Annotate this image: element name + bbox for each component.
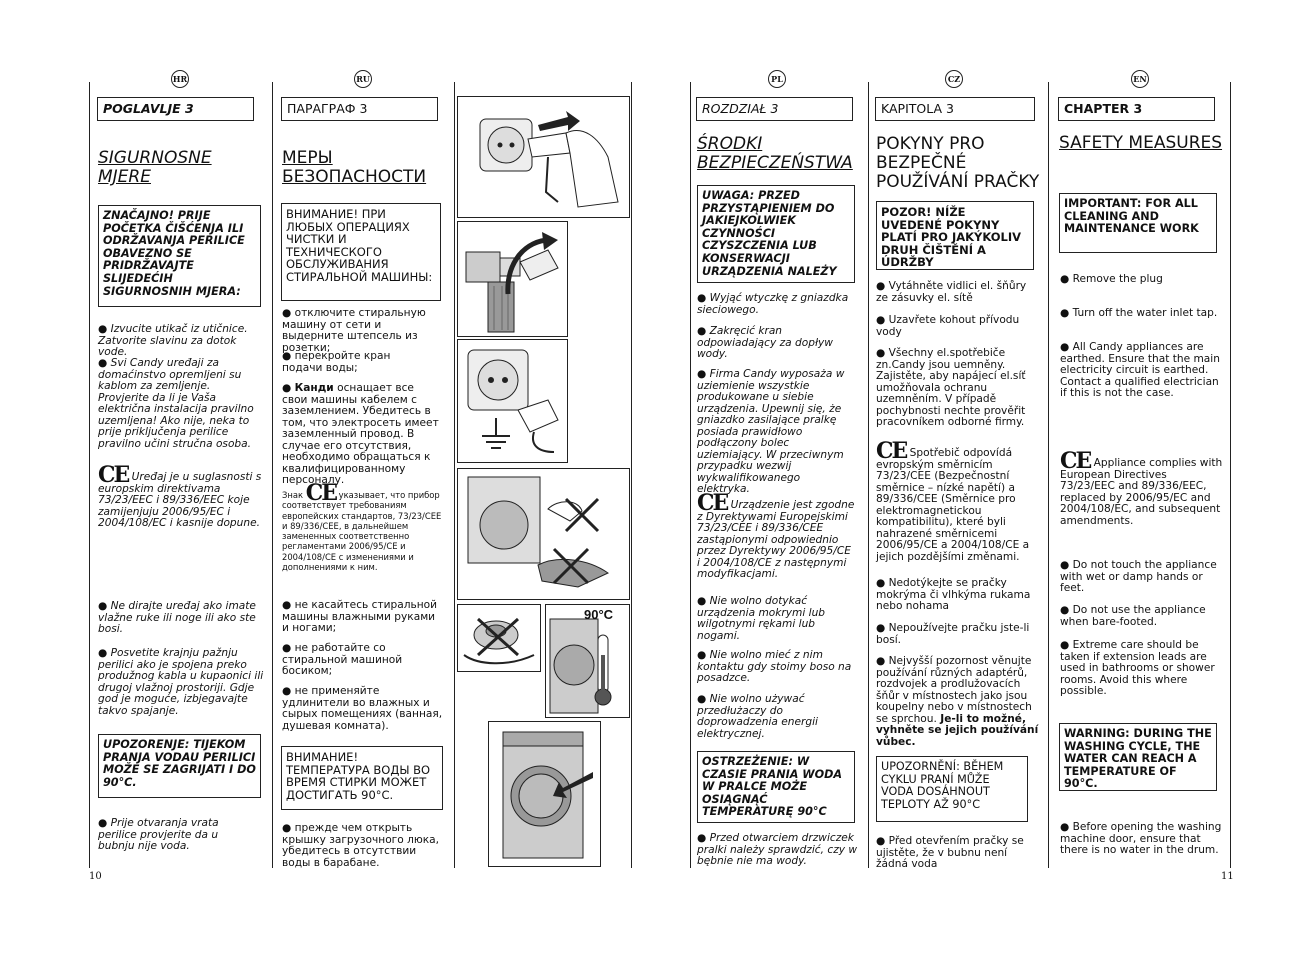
section-title-cz: POKYNY PRO BEZPEČNÉ POUŽÍVÁNÍ PRAČKY <box>876 134 1040 192</box>
ce-paragraph-ru: Знак CE указывает, что прибор соответствует требованиям европейских стандартов, 73/23/CEE и 89/336/CEE, в дальнейшем замененных соответственно регламентами 2006/95/CE и 2004/108/CE с изменениями и дополнениями к ним. <box>282 480 442 573</box>
bullet-hr-1: ● Izvucite utikač iz utičnice. Zatvorite slavinu za dotok vode. <box>98 323 248 358</box>
bullet-ru-2: ● перекройте кран подачи воды; <box>282 350 391 374</box>
chapter-heading-en: CHAPTER 3 <box>1058 97 1215 121</box>
ce-mark-icon: CE <box>1060 448 1091 474</box>
ce-paragraph-pl: CE Urządzenie jest zgodne z Dyrektywami Europejskimi 73/23/CEE i 89/336/CEE zastąpionymi odpowiednio przez Dyrektywy 2006/95/CE i 2004/108/CE z następnymi modyfikacjami. <box>697 490 855 580</box>
chapter-heading-pl: ROZDZIAŁ 3 <box>696 97 853 121</box>
language-badge-pl: PL <box>768 70 786 88</box>
ce-mark-icon: CE <box>98 462 129 488</box>
section-title-en: SAFETY MEASURES <box>1059 133 1223 153</box>
bullet-en-3: ● All Candy appliances are earthed. Ensure that the main electricity circuit is earthed. Contact a qualified electrician if this is not the case. <box>1060 341 1220 399</box>
language-badge-cz: CZ <box>945 70 963 88</box>
bullet-ru-3: ● Канди оснащает все свои машины кабелем с заземлением. Убедитесь в том, что электросеть имеет заземленный провод. В случае его отсутствия, необходимо обращаться к квалифицированному персоналу. <box>282 382 439 486</box>
wet-hands-feet-illustration <box>457 468 630 600</box>
column-divider <box>1048 82 1049 868</box>
column-divider <box>690 82 691 868</box>
hot-water-illustration <box>545 604 630 718</box>
bullet-pl-1: ● Wyjąć wtyczkę z gniazdka sieciowego. <box>697 292 849 316</box>
page-number-left: 10 <box>89 871 102 882</box>
bullet-ru-1: ● отключите стиральную машину от сети и выдерните штепсель из розетки; <box>282 307 426 354</box>
chapter-heading-ru: ПАРАГРАФ 3 <box>281 97 438 121</box>
chapter-heading-cz: KAPITOLA 3 <box>875 97 1035 121</box>
bullet-en-8: ● Before opening the washing machine door, ensure that there is no water in the drum. <box>1060 821 1222 856</box>
extension-lead-illustration <box>457 604 541 672</box>
bullet-pl-3: ● Firma Candy wyposaża w uziemienie wszystkie produkowane u siebie urządzenia. Upewnij się, że gniazdko zasilające pralkę posiada prawidłowo podłączony bolec uziemiający. W przeciwnym przypadku wezwij wykwalifikowanego elektryka. <box>697 368 845 495</box>
bullet-cz-2: ● Uzavřete kohout přívodu vody <box>876 314 1020 338</box>
bullet-cz-1: ● Vytáhněte vidlici el. šňůry ze zásuvky el. sítě <box>876 280 1027 304</box>
section-title-ru: МЕРЫ БЕЗОПАСНОСТИ <box>282 148 427 187</box>
bullet-ru-6: ● не применяйте удлинители во влажных и сырых помещениях (ванная, душевая комната). <box>282 685 443 732</box>
bullet-ru-4: ● не касайтесь стиральной машины влажными руками и ногами; <box>282 599 438 634</box>
bullet-cz-6: ● Nepoužívejte pračku jste-li bosí. <box>876 622 1030 646</box>
bullet-hr-6: ● Prije otvaranja vrata perilice provjerite da u bubnju nije voda. <box>98 817 219 852</box>
page-number-right: 11 <box>1221 871 1234 882</box>
bullet-ru-5: ● не работайте со стиральной машиной босиком; <box>282 642 403 677</box>
bullet-hr-4: ● Ne dirajte uređaj ako imate vlažne ruke ili noge ili ako ste bosi. <box>98 600 256 635</box>
earthed-socket-illustration <box>457 339 568 463</box>
bullet-en-5: ● Do not touch the appliance with wet or damp hands or feet. <box>1060 559 1217 594</box>
column-divider <box>454 82 455 868</box>
bullet-ru-7: ● прежде чем открыть крышку загрузочного люка, убедитесь в отсутствии воды в барабане. <box>282 822 440 869</box>
bullet-hr-5: ● Posvetite krajnju pažnju perilici ako je spojena preko produžnog kabla u kupaonici ili drugoj vlažnoj prostoriji. Gdje god je moguće, izbjegavajte takvo spajanje. <box>98 647 264 717</box>
bullet-pl-7: ● Nie wolno używać przedłużaczy do doprowadzenia energii elektrycznej. <box>697 693 818 740</box>
warning-box-en-2: WARNING: DURING THE WASHING CYCLE, THE WATER CAN REACH A TEMPERATURE OF 90°C. <box>1059 723 1217 791</box>
column-divider <box>631 82 632 868</box>
bullet-cz-5: ● Nedotýkejte se pračky mokrýma či vlhkýma rukama nebo nohama <box>876 577 1031 612</box>
ce-paragraph-cz: CE Spotřebič odpovídá evropským směrnicím 73/23/CEE (Bezpečnostní směrnice – nízké napětí) a 89/336/CEE (Směrnice pro elektromagnetickou kompatibilitu), které byli nahrazené směrnicemi 2006/95/CE a 2004/108/CE a jejich pozdějšími změnami. <box>876 438 1030 563</box>
warning-box-hr-2: UPOZORENJE: TIJEKOM PRANJA VODAU PERILICI MOŽE SE ZAGRIJATI I DO 90°C. <box>98 734 261 798</box>
bullet-en-2: ● Turn off the water inlet tap. <box>1060 307 1218 319</box>
door-check-illustration <box>488 721 601 867</box>
bullet-pl-2: ● Zakręcić kran odpowiadający za dopływ wody. <box>697 325 833 360</box>
tap-illustration <box>457 221 568 337</box>
bullet-pl-6: ● Nie wolno mieć z nim kontaktu gdy stoimy boso na posadzce. <box>697 649 852 684</box>
warning-box-pl-2: OSTRZEŻENIE: W CZASIE PRANIA WODA W PRALCE MOŻE OSIĄGNĄĆ TEMPERATURĘ 90°C <box>697 751 855 823</box>
bullet-cz-3: ● Všechny el.spotřebiče zn.Candy jsou uemněny. Zajistěte, aby napájecí el.síť umožňovala ochranu uzemněním. V případě pochybnosti nechte prověřit pracovníkem odborné firmy. <box>876 347 1026 428</box>
warning-box-ru-2: ВНИМАНИЕ! ТЕМПЕРАТУРА ВОДЫ ВО ВРЕМЯ СТИРКИ МОЖЕТ ДОСТИГАТЬ 90°C. <box>281 746 443 810</box>
column-divider <box>868 82 869 868</box>
column-divider <box>1230 82 1231 868</box>
warning-box-hr: ZNAČAJNO! PRIJE POČETKA ČIŠĆENJA ILI ODRŽAVANJA PERILICE OBAVEZNO SE PRIDRŽAVAJTE SLIJEDEĆIH SIGURNOSNIH MJERA: <box>98 205 261 307</box>
bullet-cz-7: ● Nejvyšší pozornost věnujte používání různých adaptérů, rozdvojek a prodlužovacích šňůr v místnostech jako jsou koupelny nebo v místnostech se sprchou. Je-li to možné, vyhněte se jejich používání vůbec. <box>876 655 1039 748</box>
ce-paragraph-en: CE Appliance complies with European Directives 73/23/EEC and 89/336/EEC, replaced by 2006/95/EC and 2004/108/EC, and subsequent amendments. <box>1060 448 1223 527</box>
temperature-label: 90°C <box>584 607 614 622</box>
bullet-cz-8: ● Před otevřením pračky se ujistěte, že v bubnu není žádná voda <box>876 835 1024 870</box>
ce-mark-icon: CE <box>876 438 907 464</box>
unplug-illustration <box>457 96 630 218</box>
bullet-en-1: ● Remove the plug <box>1060 273 1163 285</box>
ce-mark-icon: CE <box>697 490 728 516</box>
bullet-hr-2: ● Svi Candy uređaji za domaćinstvo opremljeni su kablom za zemljenje. Provjerite da li je Vaša električna instalacija pravilno uzemljena! Ako nije, neka to prije priključenja perilice pravilno učini stručna osoba. <box>98 357 254 450</box>
language-badge-ru: RU <box>354 70 372 88</box>
warning-box-cz-2: UPOZORNĚNÍ: BĚHEM CYKLU PRANÍ MŮŽE VODA DOSÁHNOUT TEPLOTY AŽ 90°C <box>876 756 1028 822</box>
section-title-pl: ŚRODKI BEZPIECZEŃSTWA <box>697 134 853 173</box>
language-badge-en: EN <box>1131 70 1149 88</box>
ce-paragraph-hr: CE Uređaj je u suglasnosti s europskim direktivama 73/23/EEC i 89/336/EEC koje zamijenjuju 2006/95/EC i 2004/108/EC i kasnije dopune. <box>98 462 262 529</box>
warning-box-ru: ВНИМАНИЕ! ПРИ ЛЮБЫХ ОПЕРАЦИЯХ ЧИСТКИ И ТЕХНИЧЕСКОГО ОБСЛУЖИВАНИЯ СТИРАЛЬНОЙ МАШИНЫ: <box>281 203 441 301</box>
bullet-en-6: ● Do not use the appliance when bare-footed. <box>1060 604 1206 628</box>
section-title-hr: SIGURNOSNE MJERE <box>98 148 212 187</box>
column-divider <box>89 82 90 868</box>
chapter-heading-hr: POGLAVLJE 3 <box>97 97 254 121</box>
warning-box-cz: POZOR! NÍŽE UVEDENÉ POKYNY PLATÍ PRO JAKÝKOLIV DRUH ČIŠTĚNÍ A ÚDRŽBY <box>876 201 1034 270</box>
bullet-pl-5: ● Nie wolno dotykać urządzenia mokrymi lub wilgotnymi rękami lub nogami. <box>697 595 826 642</box>
column-divider <box>272 82 273 868</box>
warning-box-en: IMPORTANT: FOR ALL CLEANING AND MAINTENANCE WORK <box>1059 193 1217 253</box>
bullet-pl-8: ● Przed otwarciem drzwiczek pralki należy sprawdzić, czy w bębnie nie ma wody. <box>697 832 858 867</box>
warning-box-pl: UWAGA: PRZED PRZYSTĄPIENIEM DO JAKIEJKOLWIEK CZYNNOŚCI CZYSZCZENIA LUB KONSERWACJI URZĄDZENIA NALEŻY <box>697 185 855 283</box>
language-badge-hr: HR <box>171 70 189 88</box>
bullet-en-7: ● Extreme care should be taken if extension leads are used in bathrooms or shower rooms. Avoid this where possible. <box>1060 639 1215 697</box>
ce-mark-icon: CE <box>305 480 336 506</box>
